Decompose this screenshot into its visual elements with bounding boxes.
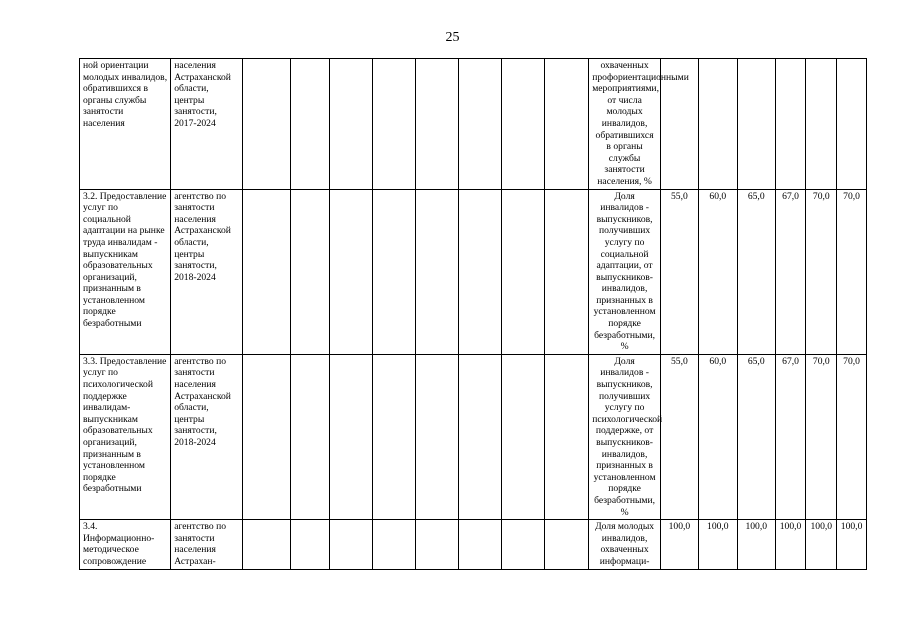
empty-cell [416, 354, 459, 519]
empty-cell [373, 189, 416, 354]
empty-cell [459, 520, 502, 569]
table-row [80, 520, 867, 569]
value-cell: 100,0 [806, 520, 837, 569]
empty-cell [545, 354, 589, 519]
value-cell: 100,0 [698, 520, 737, 569]
empty-cell [502, 520, 545, 569]
action-cell: 3.4. Информационно-методическое сопровождение [80, 520, 171, 569]
empty-cell [416, 59, 459, 190]
empty-cell [459, 354, 502, 519]
empty-cell [242, 354, 290, 519]
value-cell [837, 59, 867, 190]
executor-cell: агентство по занятости населения Астраханской области, центры занятости, 2018-2024 [171, 189, 243, 354]
value-cell: 100,0 [775, 520, 806, 569]
empty-cell [330, 354, 373, 519]
table-row [80, 354, 867, 519]
value-cell: 100,0 [737, 520, 775, 569]
table-row [80, 59, 867, 190]
empty-cell [330, 189, 373, 354]
empty-cell [373, 520, 416, 569]
value-cell: 65,0 [737, 354, 775, 519]
value-cell: 67,0 [775, 189, 806, 354]
value-cell: 60,0 [698, 354, 737, 519]
value-cell: 60,0 [698, 189, 737, 354]
program-activities-table [79, 58, 867, 570]
empty-cell [242, 520, 290, 569]
value-cell: 67,0 [775, 354, 806, 519]
empty-cell [330, 520, 373, 569]
empty-cell [291, 520, 330, 569]
executor-cell: агентство по занятости населения Астрахан- [171, 520, 243, 569]
empty-cell [502, 59, 545, 190]
action-cell: 3.2. Предоставление услуг по социальной адаптации на рынке труда инвалидам - выпускникам образовательных организаций, признанным в установленном порядке безработными [80, 189, 171, 354]
value-cell: 65,0 [737, 189, 775, 354]
indicator-cell: охваченных профориентационными мероприятиями, от числа молодых инвалидов, обратившихся в органы службы занятости населения, % [589, 59, 661, 190]
action-cell: ной ориентации молодых инвалидов, обратившихся в органы службы занятости населения [80, 59, 171, 190]
value-cell: 55,0 [660, 354, 698, 519]
value-cell [698, 59, 737, 190]
page-number: 25 [445, 30, 460, 45]
empty-cell [373, 59, 416, 190]
action-cell: 3.3. Предоставление услуг по психологической поддержке инвалидам-выпускникам образовательных организаций, признанным в установленном порядке безработными [80, 354, 171, 519]
executor-cell: населения Астраханской области, центры занятости, 2017-2024 [171, 59, 243, 190]
empty-cell [545, 520, 589, 569]
value-cell [737, 59, 775, 190]
value-cell: 100,0 [660, 520, 698, 569]
empty-cell [502, 189, 545, 354]
indicator-cell: Доля инвалидов - выпускников, получивших услугу по психологической поддержке, от выпускников-инвалидов, признанных в установленном порядке безработными, % [589, 354, 661, 519]
indicator-cell: Доля инвалидов - выпускников, получивших услугу по социальной адаптации, от выпускников-инвалидов, признанных в установленном порядке безработными, % [589, 189, 661, 354]
value-cell [806, 59, 837, 190]
empty-cell [502, 354, 545, 519]
empty-cell [373, 354, 416, 519]
value-cell: 100,0 [837, 520, 867, 569]
value-cell: 70,0 [806, 189, 837, 354]
table-row [80, 189, 867, 354]
value-cell: 70,0 [837, 189, 867, 354]
empty-cell [242, 59, 290, 190]
empty-cell [291, 189, 330, 354]
value-cell: 70,0 [837, 354, 867, 519]
empty-cell [459, 189, 502, 354]
value-cell: 55,0 [660, 189, 698, 354]
indicator-cell: Доля молодых инвалидов, охваченных информаци- [589, 520, 661, 569]
value-cell: 70,0 [806, 354, 837, 519]
empty-cell [416, 520, 459, 569]
executor-cell: агентство по занятости населения Астраханской области, центры занятости, 2018-2024 [171, 354, 243, 519]
empty-cell [545, 189, 589, 354]
empty-cell [330, 59, 373, 190]
empty-cell [545, 59, 589, 190]
empty-cell [459, 59, 502, 190]
empty-cell [416, 189, 459, 354]
value-cell [775, 59, 806, 190]
empty-cell [291, 354, 330, 519]
empty-cell [291, 59, 330, 190]
empty-cell [242, 189, 290, 354]
